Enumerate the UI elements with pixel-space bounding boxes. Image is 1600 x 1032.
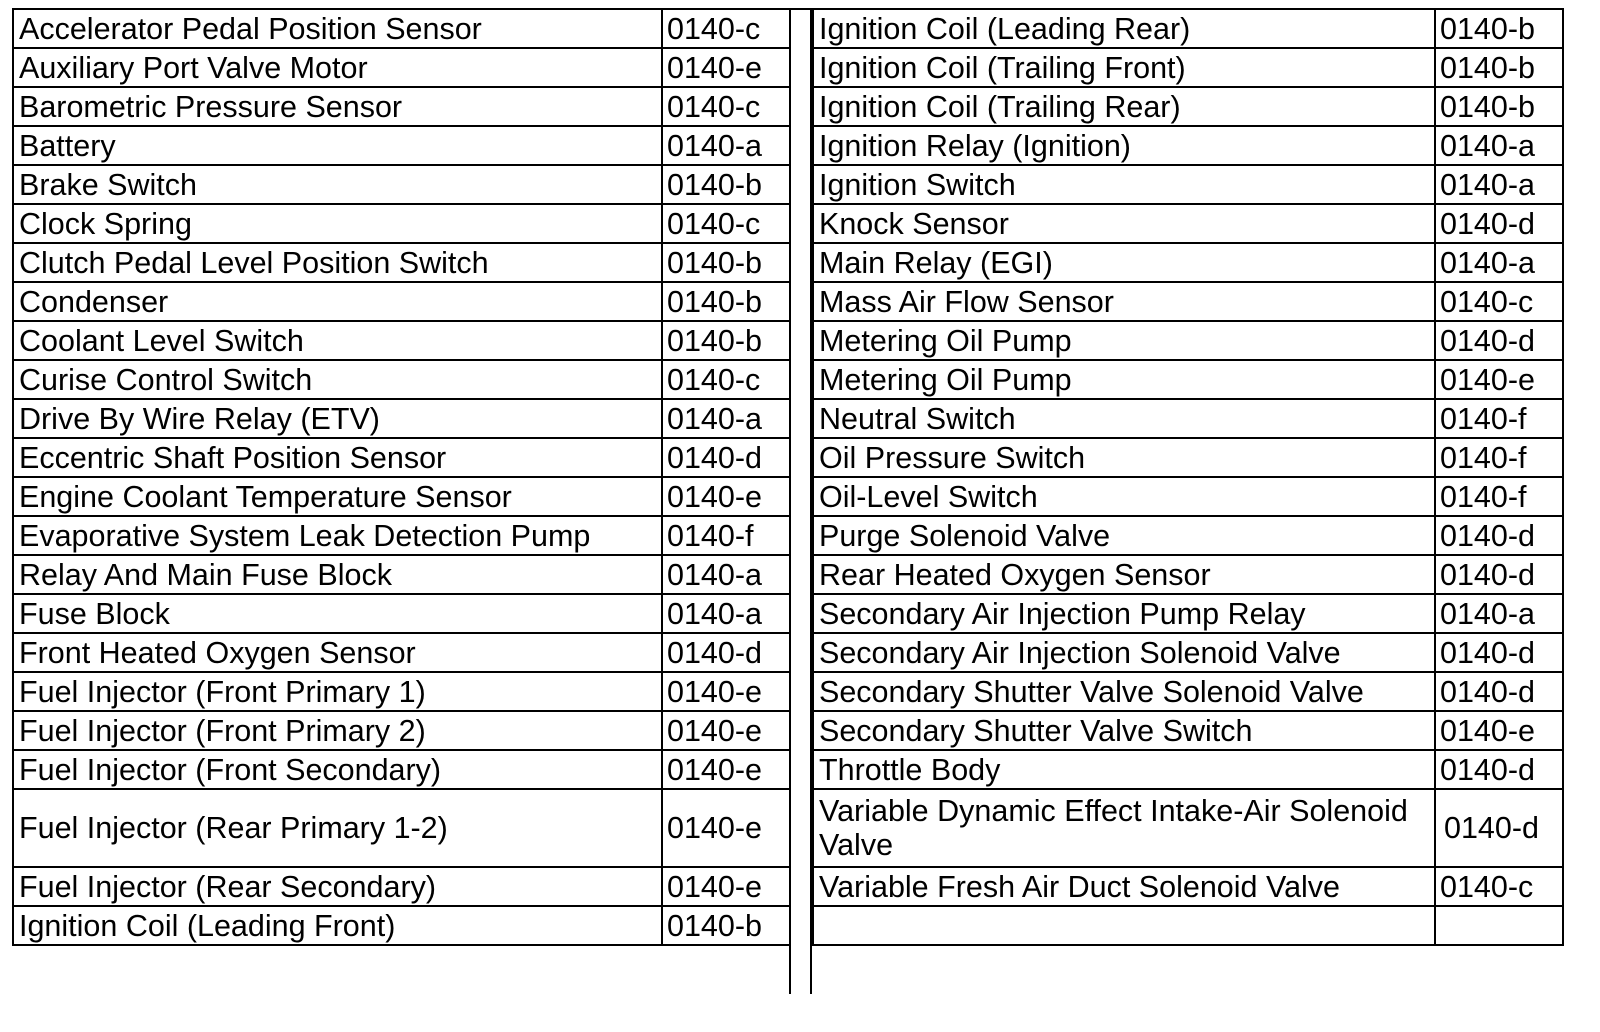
table-row <box>813 399 1563 438</box>
table-row <box>813 360 1563 399</box>
component-name-cell: Secondary Air Injection Pump Relay <box>813 594 1435 633</box>
section-code-cell: 0140-a <box>662 399 790 438</box>
table-row <box>13 9 790 48</box>
section-code-cell: 0140-f <box>662 516 790 555</box>
section-code-cell: 0140-a <box>1435 243 1563 282</box>
section-code-cell: 0140-f <box>1435 399 1563 438</box>
table-row <box>813 48 1563 87</box>
section-code-cell: 0140-e <box>662 789 790 867</box>
section-code-cell: 0140-c <box>662 360 790 399</box>
table-row <box>813 711 1563 750</box>
component-name-cell: Condenser <box>13 282 662 321</box>
component-name-cell: Fuel Injector (Front Primary 1) <box>13 672 662 711</box>
component-name-cell: Battery <box>13 126 662 165</box>
component-name-cell: Purge Solenoid Valve <box>813 516 1435 555</box>
component-name-cell: Barometric Pressure Sensor <box>13 87 662 126</box>
section-code-cell: 0140-b <box>1435 87 1563 126</box>
section-code-cell: 0140-f <box>1435 438 1563 477</box>
section-code-cell: 0140-e <box>1435 360 1563 399</box>
section-code-cell: 0140-a <box>1435 126 1563 165</box>
table-row <box>813 555 1563 594</box>
component-name-cell: Eccentric Shaft Position Sensor <box>13 438 662 477</box>
component-name-cell: Brake Switch <box>13 165 662 204</box>
section-code-cell: 0140-f <box>1435 477 1563 516</box>
component-name-cell: Neutral Switch <box>813 399 1435 438</box>
section-code-cell: 0140-a <box>662 555 790 594</box>
section-code-cell: 0140-c <box>662 9 790 48</box>
component-name-cell: Engine Coolant Temperature Sensor <box>13 477 662 516</box>
component-name-cell: Variable Dynamic Effect Intake-Air Solenoid Valve <box>813 789 1435 867</box>
table-row <box>13 126 790 165</box>
section-code-cell: 0140-e <box>662 711 790 750</box>
component-name-cell: Fuel Injector (Rear Secondary) <box>13 867 662 906</box>
component-name-cell: Metering Oil Pump <box>813 360 1435 399</box>
component-name-cell: Secondary Shutter Valve Solenoid Valve <box>813 672 1435 711</box>
table-row <box>13 87 790 126</box>
table-row <box>813 477 1563 516</box>
table-row <box>813 9 1563 48</box>
table-row <box>813 633 1563 672</box>
component-name-cell: Relay And Main Fuse Block <box>13 555 662 594</box>
section-code-cell: 0140-d <box>1435 750 1563 789</box>
table-row <box>13 750 790 789</box>
component-name-cell: Fuel Injector (Front Secondary) <box>13 750 662 789</box>
section-code-cell: 0140-e <box>1435 711 1563 750</box>
section-code-cell: 0140-c <box>1435 282 1563 321</box>
section-code-cell: 0140-a <box>1435 165 1563 204</box>
section-code-cell: 0140-e <box>662 672 790 711</box>
component-name-cell: Evaporative System Leak Detection Pump <box>13 516 662 555</box>
component-name-cell: Ignition Coil (Trailing Front) <box>813 48 1435 87</box>
section-code-cell: 0140-d <box>1435 633 1563 672</box>
section-code-cell: 0140-e <box>662 48 790 87</box>
table-row <box>813 789 1563 867</box>
table-row <box>13 399 790 438</box>
left-table-body <box>13 9 790 945</box>
component-name-cell: Rear Heated Oxygen Sensor <box>813 555 1435 594</box>
section-code-cell: 0140-d <box>1435 789 1563 867</box>
section-code-cell: 0140-b <box>1435 9 1563 48</box>
section-code-cell: 0140-b <box>662 165 790 204</box>
table-row <box>813 438 1563 477</box>
table-row <box>813 321 1563 360</box>
section-code-cell: 0140-a <box>662 126 790 165</box>
component-index-table-left <box>12 8 791 946</box>
table-row <box>813 243 1563 282</box>
section-code-cell: 0140-e <box>662 750 790 789</box>
table-row <box>13 243 790 282</box>
section-code-cell: 0140-a <box>1435 594 1563 633</box>
table-row <box>13 282 790 321</box>
table-row <box>813 516 1563 555</box>
table-row <box>13 48 790 87</box>
component-name-cell: Mass Air Flow Sensor <box>813 282 1435 321</box>
section-code-cell: 0140-c <box>662 87 790 126</box>
table-row <box>13 165 790 204</box>
table-row <box>813 282 1563 321</box>
component-name-cell <box>813 906 1435 945</box>
section-code-cell: 0140-d <box>1435 321 1563 360</box>
component-name-cell: Throttle Body <box>813 750 1435 789</box>
section-code-cell: 0140-d <box>662 438 790 477</box>
component-name-cell: Fuse Block <box>13 594 662 633</box>
section-code-cell: 0140-c <box>1435 867 1563 906</box>
component-name-cell: Metering Oil Pump <box>813 321 1435 360</box>
table-row <box>13 360 790 399</box>
component-name-cell: Curise Control Switch <box>13 360 662 399</box>
component-name-cell: Main Relay (EGI) <box>813 243 1435 282</box>
component-name-cell: Ignition Switch <box>813 165 1435 204</box>
section-code-cell: 0140-d <box>1435 672 1563 711</box>
component-name-cell: Ignition Coil (Leading Rear) <box>813 9 1435 48</box>
component-name-cell: Variable Fresh Air Duct Solenoid Valve <box>813 867 1435 906</box>
table-row <box>13 516 790 555</box>
section-code-cell: 0140-e <box>662 477 790 516</box>
table-row <box>813 906 1563 945</box>
table-row <box>813 867 1563 906</box>
table-row <box>813 672 1563 711</box>
section-code-cell <box>1435 906 1563 945</box>
table-row <box>13 438 790 477</box>
section-code-cell: 0140-d <box>1435 204 1563 243</box>
component-name-cell: Ignition Coil (Leading Front) <box>13 906 662 945</box>
table-row <box>813 165 1563 204</box>
component-name-cell: Ignition Relay (Ignition) <box>813 126 1435 165</box>
table-row <box>13 672 790 711</box>
component-name-cell: Ignition Coil (Trailing Rear) <box>813 87 1435 126</box>
component-name-cell: Fuel Injector (Front Primary 2) <box>13 711 662 750</box>
section-code-cell: 0140-c <box>662 204 790 243</box>
table-row <box>13 555 790 594</box>
table-row <box>813 87 1563 126</box>
component-index-table-right <box>812 8 1564 946</box>
component-name-cell: Coolant Level Switch <box>13 321 662 360</box>
component-name-cell: Clock Spring <box>13 204 662 243</box>
component-name-cell: Knock Sensor <box>813 204 1435 243</box>
section-code-cell: 0140-d <box>662 633 790 672</box>
table-row <box>13 594 790 633</box>
table-row <box>13 477 790 516</box>
component-name-cell: Accelerator Pedal Position Sensor <box>13 9 662 48</box>
table-row <box>13 867 790 906</box>
component-name-cell: Front Heated Oxygen Sensor <box>13 633 662 672</box>
column-divider <box>789 8 812 994</box>
component-name-cell: Secondary Air Injection Solenoid Valve <box>813 633 1435 672</box>
table-row <box>813 126 1563 165</box>
component-name-cell: Clutch Pedal Level Position Switch <box>13 243 662 282</box>
table-row <box>13 321 790 360</box>
table-row <box>13 204 790 243</box>
table-row <box>13 789 790 867</box>
table-row <box>813 204 1563 243</box>
section-code-cell: 0140-b <box>662 906 790 945</box>
right-table-body <box>813 9 1563 945</box>
component-name-cell: Drive By Wire Relay (ETV) <box>13 399 662 438</box>
component-name-cell: Fuel Injector (Rear Primary 1-2) <box>13 789 662 867</box>
section-code-cell: 0140-b <box>662 282 790 321</box>
section-code-cell: 0140-b <box>662 243 790 282</box>
table-row <box>13 633 790 672</box>
section-code-cell: 0140-d <box>1435 516 1563 555</box>
component-name-cell: Oil Pressure Switch <box>813 438 1435 477</box>
table-row <box>813 750 1563 789</box>
table-row <box>13 906 790 945</box>
table-row <box>813 594 1563 633</box>
component-name-cell: Secondary Shutter Valve Switch <box>813 711 1435 750</box>
section-code-cell: 0140-e <box>662 867 790 906</box>
table-row <box>13 711 790 750</box>
section-code-cell: 0140-b <box>662 321 790 360</box>
section-code-cell: 0140-b <box>1435 48 1563 87</box>
section-code-cell: 0140-a <box>662 594 790 633</box>
component-name-cell: Auxiliary Port Valve Motor <box>13 48 662 87</box>
section-code-cell: 0140-d <box>1435 555 1563 594</box>
component-name-cell: Oil-Level Switch <box>813 477 1435 516</box>
